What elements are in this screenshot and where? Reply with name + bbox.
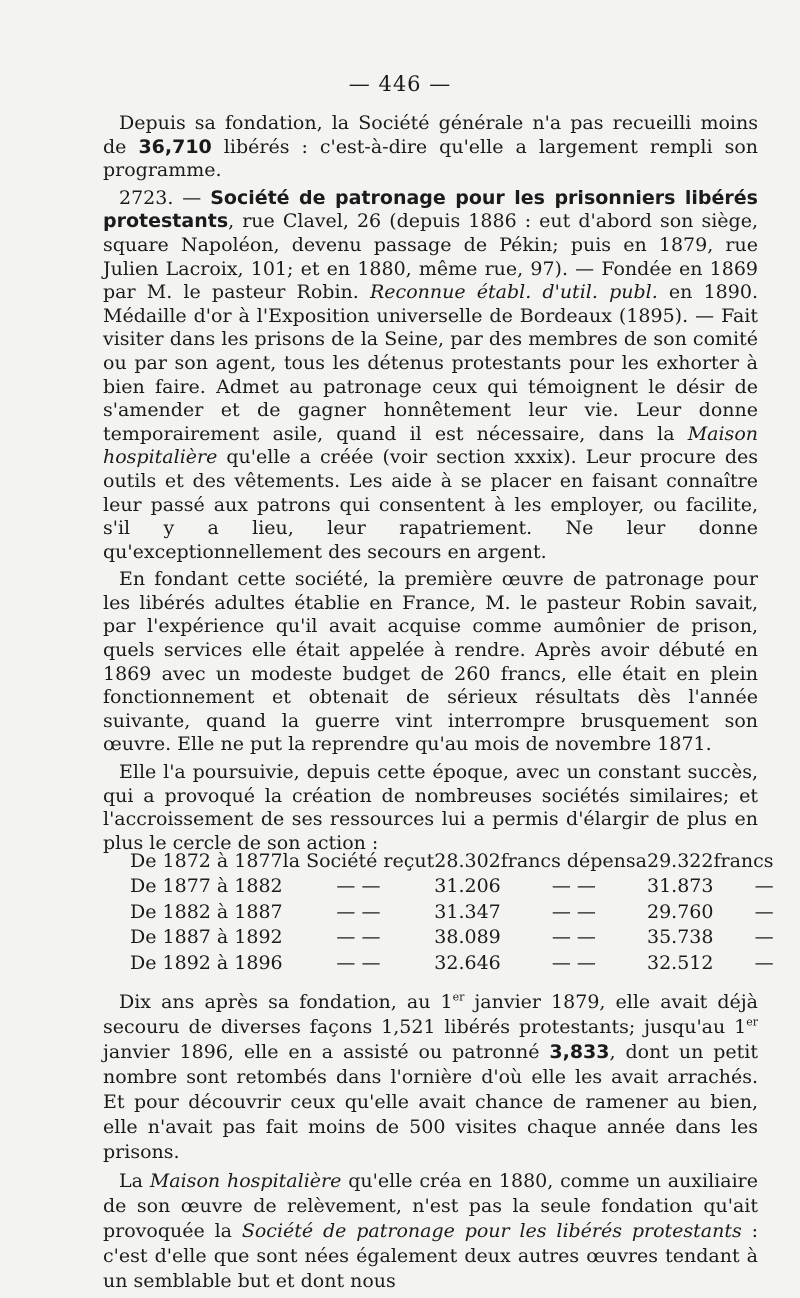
expenses-cell: 29.760 (647, 900, 714, 923)
page-number: — 446 — (348, 72, 452, 96)
text-run: janvier 1896, elle en a assisté ou patronné (103, 1041, 550, 1063)
text-run: Depuis sa fondation, la Société générale n'a pas recueilli moins de (103, 112, 758, 158)
text-run: , rue Clavel, 26 (depuis 1886 : eut d'abord son siège, square Napoléon, devenu passage de Pékin; puis en 1879, rue Julien Lacroix, 101; et en 1880, même rue, 97). — Fondée en 1869 par M. le pasteur Robin. (103, 210, 758, 304)
label-cell: — — (336, 926, 381, 949)
table-row (130, 899, 774, 925)
label-cell: — — (551, 900, 596, 923)
expenses-cell: 32.512 (647, 951, 714, 974)
paragraph-history: En fondant cette société, la première œuvre de patronage pour les libérés adultes établie en France, M. le pasteur Robin savait, par l'expérience qu'il avait acquise comme aumônier de prison, quels services elle était appelée à rendre. Après avoir débuté en 1869 avec un modeste budget de 260 francs, elle était en plein fonctionnement et obtenait de sérieux résultats dès l'année suivante, quand la guerre vint interrompre brusquement son œuvre. Elle ne put la reprendre qu'au mois de novembre 1871. (103, 568, 758, 756)
text-run: La (119, 1170, 150, 1192)
italic-text: Reconnue établ. d'util. publ. (370, 281, 658, 304)
unit-cell: francs (713, 849, 774, 872)
bold-figure: 3,833 (549, 1041, 610, 1063)
label-cell: — — (336, 875, 381, 898)
text-run: Dix ans après sa fondation, au 1 (119, 991, 453, 1013)
expenses-cell: 29.322 (647, 849, 714, 872)
receipts-cell: 28.302 (434, 849, 501, 872)
superscript: er (452, 990, 465, 1004)
italic-text: Maison hospitalière (149, 1170, 342, 1192)
label-cell: — — (336, 900, 381, 923)
table-row (130, 848, 774, 874)
paragraph-maison (103, 1169, 758, 1294)
budget-table (130, 848, 774, 976)
label-cell: — — (551, 875, 596, 898)
unit-cell: — (754, 951, 774, 974)
period-cell: De 1882 à 1887 (130, 900, 283, 923)
paragraph-summary (103, 112, 758, 183)
unit-cell: — (754, 900, 774, 923)
label-cell: la Société reçut (282, 849, 435, 872)
entry-number: 2723. — (119, 186, 211, 209)
period-cell: De 1892 à 1896 (130, 951, 283, 974)
text-run: qu'elle a créée (voir section xxxix). Leur procure des outils et des vêtements. Les aide à se placer en faisant connaître leur passé aux patrons qui consentent à les employer, ou facilite, s'il y a lieu, leur rapatriement. Ne leur donne qu'exceptionnellement des secours en argent. (103, 446, 758, 563)
unit-cell: — (754, 875, 774, 898)
paragraph-continuation: Elle l'a poursuivie, depuis cette époque, avec un constant succès, qui a provoqué la création de nombreuses sociétés similaires; et l'accroissement de ses ressources lui a permis d'élargir de plus en plus le cercle de son action : (103, 761, 758, 854)
unit-cell: — (754, 926, 774, 949)
period-cell: De 1877 à 1882 (130, 875, 283, 898)
entry-title: Société de patronage pour les prisonniers libérés protestants (103, 186, 758, 233)
period-cell: De 1887 à 1892 (130, 926, 283, 949)
table-row (130, 925, 774, 951)
label-cell: — — (551, 926, 596, 949)
label-cell: — — (336, 951, 381, 974)
paragraph-statistics (103, 990, 758, 1165)
expenses-cell: 35.738 (647, 926, 714, 949)
label-cell: francs dépensa (500, 849, 647, 872)
text-run: qu'elle créa en 1880, comme un auxiliaire de son œuvre de relèvement, n'est pas la seule fondation qu'ait provoquée la (103, 1170, 758, 1242)
receipts-cell: 38.089 (434, 926, 501, 949)
body-text-upper (103, 112, 758, 859)
italic-text: Société de patronage pour les libérés protestants (241, 1220, 742, 1242)
entry-2723 (103, 187, 758, 565)
text-run: , dont un petit nombre sont retombés dans l'ornière d'où elle les avait arrachés. Et pour découvrir ceux qu'elle avait chance de ramener au bien, elle n'avait pas fait moins de 500 visites chaque année dans les prisons. (103, 1041, 759, 1163)
receipts-cell: 31.206 (434, 875, 501, 898)
receipts-cell: 31.347 (434, 900, 501, 923)
label-cell: — — (551, 951, 596, 974)
period-cell: De 1872 à 1877 (130, 849, 283, 872)
text-run: libérés : c'est-à-dire qu'elle a largement rempli son programme. (103, 135, 758, 182)
superscript: er (746, 1015, 758, 1029)
receipts-cell: 32.646 (434, 951, 501, 974)
text-run: janvier 1879, elle avait déjà secouru de diverses façons 1,521 libérés protestants; jusqu'au 1 (103, 991, 758, 1038)
text-run: en 1890. Médaille d'or à l'Exposition universelle de Bordeaux (1895). — Fait visiter dans les prisons de la Seine, par des membres de son comité ou par son agent, tous les détenus protestants pour les exhorter à bien faire. Admet au patronage ceux qui témoignent le désir de s'amender et de gagner honnêtement leur vie. Leur donne temporairement asile, quand il est nécessaire, dans la (103, 281, 758, 445)
expenses-cell: 31.873 (647, 875, 714, 898)
italic-text: Maison hospitalière (103, 422, 758, 469)
table-row (130, 950, 774, 976)
table-row (130, 874, 774, 900)
body-text-lower (103, 990, 758, 1298)
text-run: : c'est d'elle que sont nées également deux autres œuvres tendant à un semblable but et dont nous (103, 1220, 758, 1292)
bold-figure: 36,710 (138, 135, 212, 158)
